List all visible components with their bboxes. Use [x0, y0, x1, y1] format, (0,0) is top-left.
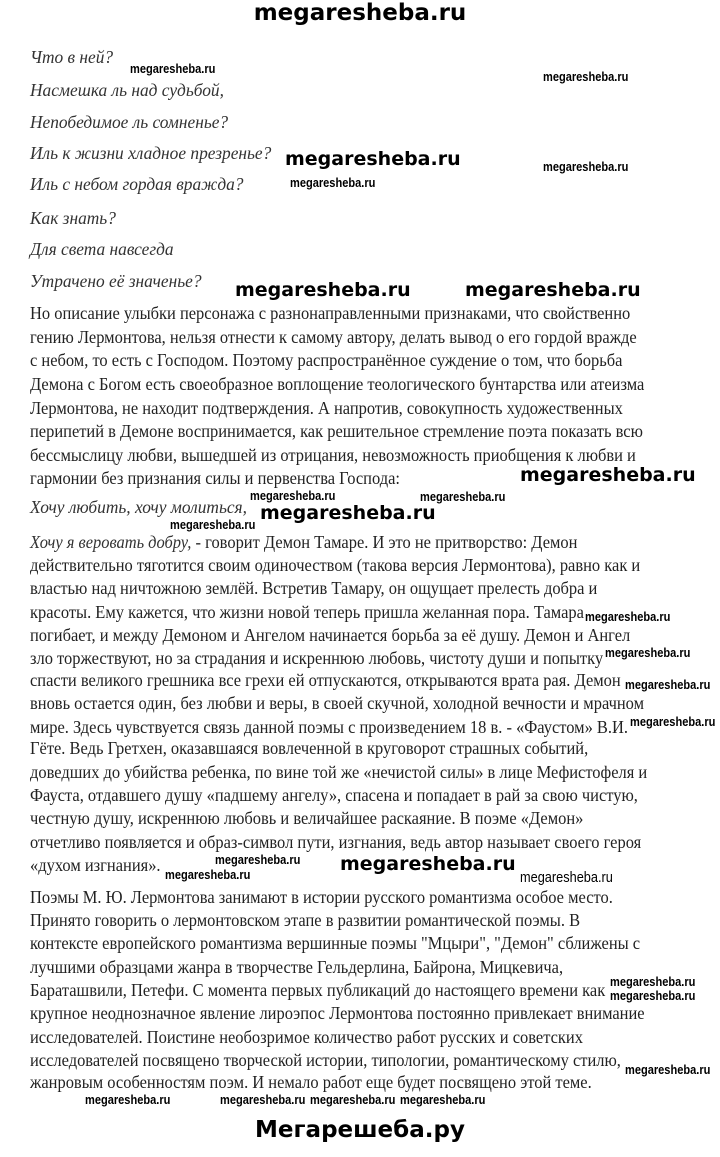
- paragraph-line: Лермонтова, не находит подтверждения. А напротив, совокупность художественных: [30, 398, 623, 418]
- watermark: megaresheba.ru: [543, 69, 629, 84]
- paragraph-line: гармонии без признания силы и первенства Господа:: [30, 468, 400, 488]
- watermark: megaresheba.ru: [400, 1092, 486, 1107]
- poem-line: Утрачено её значенье?: [30, 271, 202, 291]
- watermark: megaresheba.ru: [543, 159, 629, 174]
- paragraph-line: Демона с Богом есть своеобразное воплощение теологического бунтарства или атеизма: [30, 374, 645, 394]
- watermark: megaresheba.ru: [340, 853, 516, 875]
- watermark: megaresheba.ru: [165, 867, 251, 882]
- watermark: megaresheba.ru: [420, 489, 506, 504]
- paragraph-line: Бараташвили, Петефи. С момента первых публикаций до настоящего времени как: [30, 980, 606, 1000]
- paragraph-line: гению Лермонтова, нельзя отнести к самому автору, делать вывод о его гордой вражде: [30, 327, 637, 347]
- paragraph-line: погибает, и между Демоном и Ангелом начинается борьба за её душу. Демон и Ангел: [30, 625, 631, 645]
- watermark: megaresheba.ru: [285, 148, 461, 170]
- paragraph-line: отчетливо появляется и образ-символ пути, изгнания, ведь автор называет своего героя: [30, 832, 642, 852]
- poem-line: Что в ней?: [30, 47, 114, 67]
- paragraph-line: крупное неоднозначное явление лироэпос Лермонтова постоянно привлекает внимание: [30, 1003, 645, 1023]
- paragraph-line: жанровым особенностям поэм. И немало работ еще будет посвящено этой теме.: [30, 1072, 592, 1092]
- poem-line: Как знать?: [30, 208, 116, 228]
- poem-line: Непобедимое ль сомненье?: [30, 112, 229, 132]
- paragraph-line: вновь остается один, без любви и веры, в своей скучной, холодной вечности и мрачном: [30, 693, 644, 713]
- paragraph-line: красоты. Ему кажется, что жизни новой теперь пришла желанная пора. Тамара: [30, 602, 584, 622]
- poem-line: Для света навсегда: [30, 239, 174, 259]
- watermark: megaresheba.ru: [465, 279, 641, 301]
- watermark: megaresheba.ru: [520, 869, 613, 886]
- paragraph-line: «духом изгнания».: [30, 855, 161, 875]
- paragraph-line: лучшими образцами жанра в творчестве Гельдерлина, Байрона, Мицкевича,: [30, 957, 564, 977]
- paragraph-line: Гёте. Ведь Гретхен, оказавшаяся вовлеченной в круговорот страшных событий,: [30, 738, 589, 758]
- paragraph-line: Но описание улыбки персонажа с разнонаправленными признаками, что свойственно: [30, 303, 631, 323]
- watermark: megaresheba.ru: [310, 1092, 396, 1107]
- watermark: megaresheba.ru: [235, 279, 411, 301]
- poem-line: Хочу любить, хочу молиться,: [30, 497, 247, 517]
- watermark: megaresheba.ru: [625, 677, 711, 692]
- watermark: megaresheba.ru: [130, 61, 216, 76]
- watermark: megaresheba.ru: [520, 464, 696, 486]
- watermark: megaresheba.ru: [250, 488, 336, 503]
- watermark: megaresheba.ru: [290, 175, 376, 190]
- watermark: megaresheba.ru: [260, 502, 436, 524]
- paragraph-line: властью над ничтожною землёй. Встретив Тамару, он ощущает прелесть добра и: [30, 578, 598, 598]
- paragraph-text: - говорит Демон Тамаре. И это не притворство: Демон: [191, 532, 578, 552]
- watermark: megaresheba.ru: [220, 1092, 306, 1107]
- poem-line: Иль с небом гордая вражда?: [30, 174, 244, 194]
- paragraph-line: доведших до убийства ребенка, по вине той же «нечистой силы» в лице Мефистофеля и: [30, 762, 648, 782]
- paragraph-line: Поэмы М. Ю. Лермонтова занимают в истории русского романтизма особое место.: [30, 887, 613, 907]
- quote-text: Хочу я веровать добру,: [30, 532, 192, 552]
- paragraph-line: действительно тяготится своим одиночеством (такова версия Лермонтова), равно как и: [30, 555, 641, 575]
- paragraph-line: исследователей посвящено творческой истории, типологии, романтическому стилю,: [30, 1050, 621, 1070]
- paragraph-line: Принято говорить о лермонтовском этапе в развитии романтической поэмы. В: [30, 910, 581, 930]
- paragraph-line: спасти великого грешника все грехи ей отпускаются, открываются врата рая. Демон: [30, 670, 621, 690]
- watermark: megaresheba.ru: [630, 714, 716, 729]
- paragraph-line: честную душу, искреннюю любовь и величайшее раскаяние. В поэме «Демон»: [30, 808, 584, 828]
- paragraph-line: Фауста, отдавшего душу «падшему ангелу», спасена и попадает в рай за свою чистую,: [30, 785, 638, 805]
- watermark: megaresheba.ru: [585, 609, 671, 624]
- watermark: megaresheba.ru: [215, 852, 301, 867]
- paragraph-line: [30, 532, 577, 552]
- poem-line: Насмешка ль над судьбой,: [30, 80, 224, 100]
- poem-line: Иль к жизни хладное презренье?: [30, 143, 272, 163]
- watermark: megaresheba.ru: [170, 517, 256, 532]
- paragraph-line: перипетий в Демоне воспринимается, как решительное стремление поэта показать всю: [30, 421, 643, 441]
- paragraph-line: мире. Здесь чувствуется связь данной поэмы с произведением 18 в. - «Фаустом» В.И.: [30, 717, 629, 737]
- paragraph-line: контексте европейского романтизма вершинные поэмы "Мцыри", "Демон" сближены с: [30, 933, 641, 953]
- site-footer: Мегарешеба.ру: [255, 1117, 465, 1143]
- site-header: megaresheba.ru: [253, 0, 467, 26]
- watermark: megaresheba.ru: [610, 988, 696, 1003]
- watermark: megaresheba.ru: [610, 974, 696, 989]
- paragraph-line: бессмыслицу любви, вышедшей из отрицания, невозможность приобщения к любви и: [30, 445, 636, 465]
- paragraph-line: зло торжествуют, но за страдания и искреннюю любовь, чистоту души и попытку: [30, 648, 604, 668]
- watermark: megaresheba.ru: [605, 645, 691, 660]
- paragraph-line: с небом, то есть с Господом. Поэтому распространённое суждение о том, что борьба: [30, 350, 623, 370]
- paragraph-line: исследователей. Поистине необозримое количество работ русских и советских: [30, 1027, 583, 1047]
- watermark: megaresheba.ru: [85, 1092, 171, 1107]
- watermark: megaresheba.ru: [625, 1062, 711, 1077]
